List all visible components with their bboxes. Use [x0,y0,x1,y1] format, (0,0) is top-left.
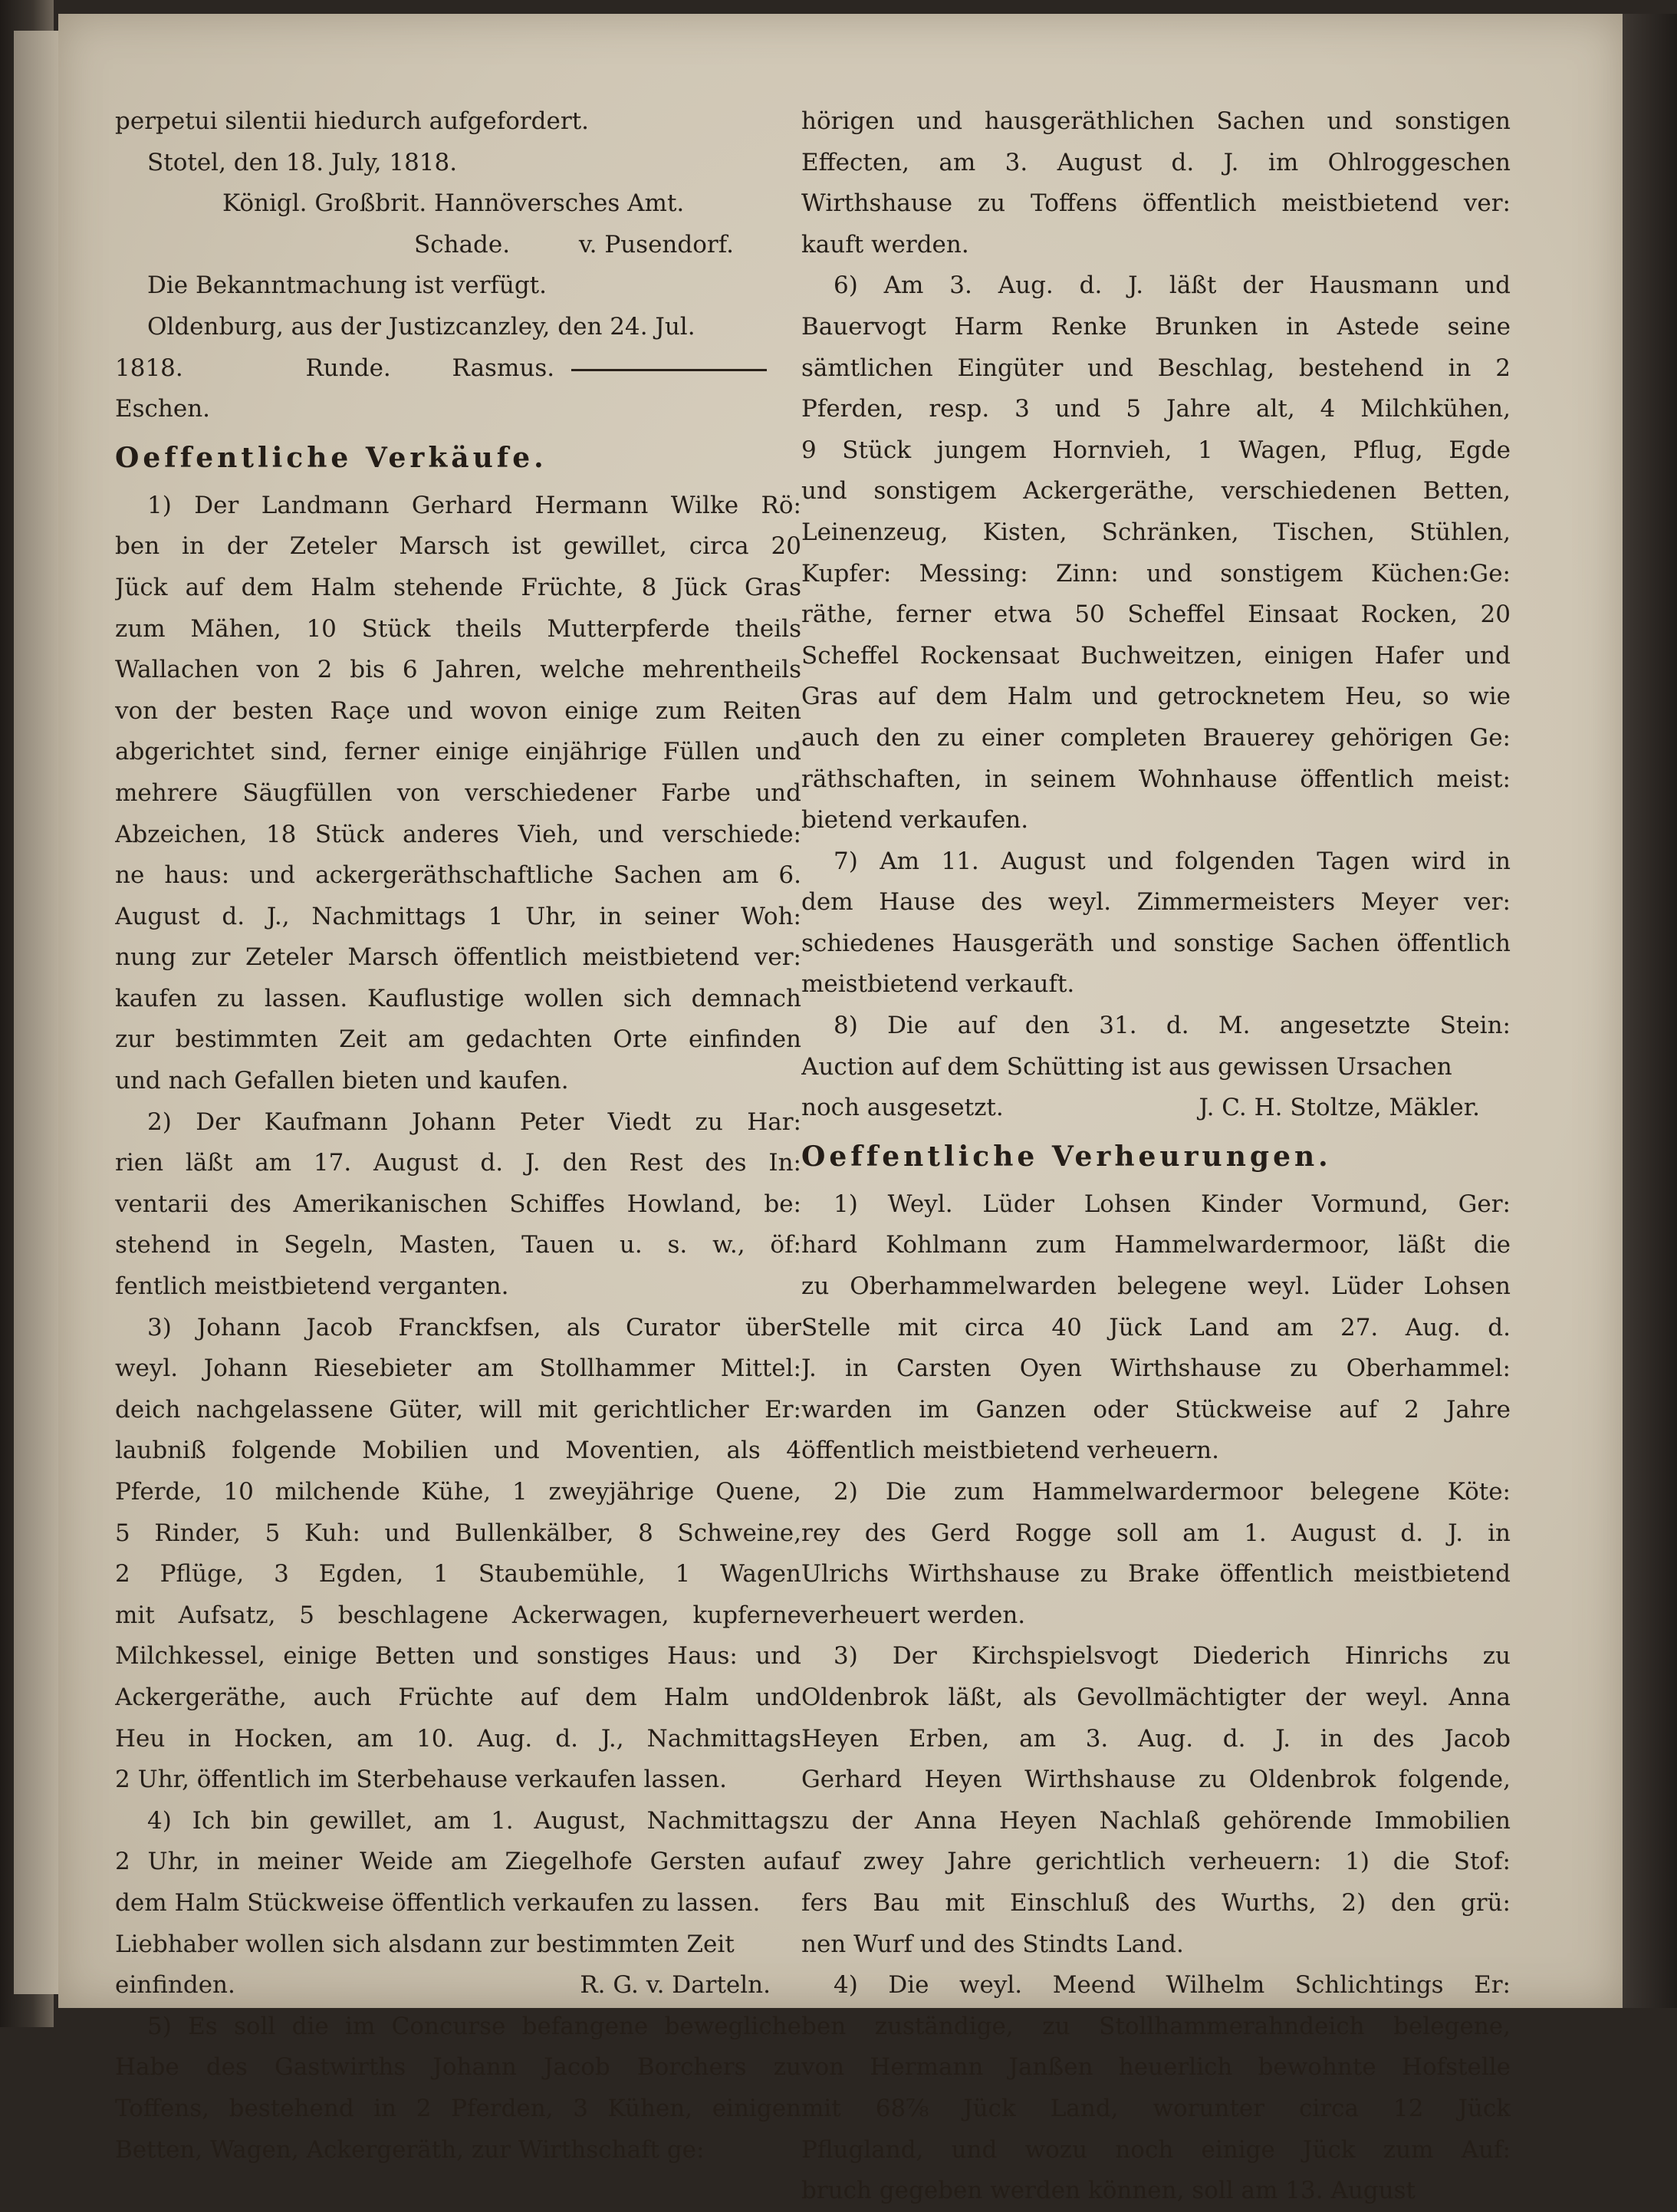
signatory-1: Schade. [414,230,511,258]
text-line: rey des Gerd Rogge soll am 1. August d. J. in [801,1519,1511,1547]
text-line: und nach Gefallen bieten und kaufen. [115,1067,569,1095]
text-line: nung zur Zeteler Marsch öffentlich meistbietend ver: [115,943,801,972]
divider-rule [571,369,767,371]
text-line: 2 Uhr, in meiner Weide am Ziegelhofe Gersten auf [115,1848,801,1876]
eschen-line: Eschen. [115,395,211,423]
text-line: Oldenbrok läßt, als Gevollmächtigter der weyl. Anna [801,1683,1511,1711]
text-line: 2) Der Kaufmann Johann Peter Viedt zu Har: [147,1108,801,1136]
text-line: zur bestimmten Zeit am gedachten Orte einfinden [115,1025,801,1054]
text-line: schiedenes Hausgeräth und sonstige Sachen öffentlich [801,929,1511,957]
place-date-line: Oldenburg, aus der Justizcanzley, den 24. Jul. [147,312,695,341]
text-line: stehend in Segeln, Masten, Tauen u. s. w., öf: [115,1231,801,1259]
year: 1818. [115,354,183,382]
text-line: Jück auf dem Halm stehende Früchte, 8 Jück Gras [115,573,801,601]
text-line: kaufen zu lassen. Kauflustige wollen sich demnach [115,984,801,1012]
text-line: von Hermann Janßen heuerlich bewohnte Hofstelle [801,2053,1511,2082]
text-line: Pferden, resp. 3 und 5 Jahre alt, 4 Milchkühen, [801,395,1511,423]
text-line: Wirthshause zu Toffens öffentlich meistbietend ver: [801,189,1511,218]
text-line: Milchkessel, einige Betten und sonstiges Haus: und [115,1642,801,1671]
name-runde: Runde. [305,354,391,382]
text-line: Heyen Erben, am 3. Aug. d. J. in des Jacob [801,1724,1511,1753]
text-line: Gras auf dem Halm und getrocknetem Heu, so wie [801,683,1511,711]
signatory-2: v. Pusendorf. [578,230,734,258]
approval-line: Die Bekanntmachung ist verfügt. [147,272,547,300]
text-line: mehrere Säugfüllen von verschiedener Farbe und [115,778,801,807]
text-line: ne haus: und ackergeräthschaftliche Sachen am 6. [115,861,801,890]
text-line: weyl. Johann Riesebieter am Stollhammer Mittel: [115,1355,801,1383]
auction-last-line [801,1088,1511,1129]
auction-last: noch ausgesetzt. [801,1094,1004,1122]
right-column [801,101,1511,2212]
text-line: Wallachen von 2 bis 6 Jahren, welche mehrentheils [115,656,801,684]
section-heading-sales: Oeffentliche Verkäufe. [115,441,547,474]
text-line: Betten, Wagen, Ackergeräth, zur Wirthschaft ge: [115,2135,705,2164]
text-line: 1) Der Landmann Gerhard Hermann Wilke Rö: [147,491,801,519]
text-line: Stotel, den 18. July, 1818. [147,148,458,176]
text-line: deich nachgelassene Güter, will mit gerichtlicher Er: [115,1395,801,1424]
text-line: räthschaften, in seinem Wohnhause öffentlich meist: [801,765,1511,793]
text-line: zu der Anna Heyen Nachlaß gehörende Immobilien [801,1806,1511,1835]
text-line: Stelle mit circa 40 Jück Land am 27. Aug. d. [801,1313,1511,1341]
text-line: dem Hause des weyl. Zimmermeisters Meyer ver: [801,888,1511,917]
text-line: 5) Es soll die im Concurse befangene bewegliche [147,2012,801,2040]
text-line: 4) Die weyl. Meend Wilhelm Schlichtings Er: [834,1971,1511,2000]
text-line: räthe, ferner etwa 50 Scheffel Einsaat Rocken, 20 [801,601,1511,629]
text-line: 4) Ich bin gewillet, am 1. August, Nachmittags [147,1806,801,1835]
right-page-edge [1623,14,1677,2008]
text-line: mit 68⅞ Jück Land, worunter circa 12 Jück [801,2094,1511,2122]
text-line: dem Halm Stückweise öffentlich verkaufen zu lassen. [115,1888,761,1917]
text-line: fers Bau mit Einschluß des Wurths, 2) den grü: [801,1888,1511,1917]
text-line: ben zuständige, zu Stollhammerahndeich belegene, [801,2012,1511,2040]
text-line: 3) Der Kirchspielsvogt Diederich Hinrichs zu [834,1642,1511,1671]
text-line: auf zwey Jahre gerichtlich verheuern: 1) die Stof: [801,1848,1511,1876]
text-line: auch den zu einer completen Brauerey gehörigen Ge: [801,723,1511,752]
einfinden-line [115,1965,801,2006]
text-line: Ulrichs Wirthshause zu Brake öffentlich meistbietend [801,1560,1511,1588]
text-line: Gerhard Heyen Wirthshause zu Oldenbrok folgende, [801,1766,1511,1794]
text-line: Heu in Hocken, am 10. Aug. d. J., Nachmittags [115,1724,801,1753]
text-line: mit Aufsatz, 5 beschlagene Ackerwagen, kupferne [115,1601,801,1629]
text-line: 1) Weyl. Lüder Lohsen Kinder Vormund, Ger: [834,1190,1511,1218]
text-line: Bauervogt Harm Renke Brunken in Astede seine [801,312,1511,341]
text-line: Liebhaber wollen sich alsdann zur bestimmten Zeit [115,1930,735,1958]
text-line: ventarii des Amerikanischen Schiffes Howland, be: [115,1190,801,1218]
text-line: 5 Rinder, 5 Kuh: und Bullenkälber, 8 Schweine, [115,1519,801,1547]
text-line: fentlich meistbietend verganten. [115,1272,509,1301]
text-line: Toffens, bestehend in 2 Pferden, 3 Kühen, einigen [115,2094,801,2122]
section-heading-rentals: Oeffentliche Verheurungen. [801,1140,1332,1173]
text-line: Effecten, am 3. August d. J. im Ohlroggeschen [801,148,1511,176]
text-line: 3) Johann Jacob Franckfsen, als Curator über [147,1313,801,1341]
text-line: von der besten Raçe und wovon einige zum Reiten [115,696,801,725]
text-line: Ackergeräthe, auch Früchte auf dem Halm und [115,1683,801,1711]
text-line: laubniß folgende Mobilien und Moventien, als 4 [115,1437,801,1465]
text-line: abgerichtet sind, ferner einige einjährige Füllen und [115,738,801,766]
text-line: 8) Die auf den 31. d. M. angesetzte Stein: [834,1012,1511,1040]
text-line: 2) Die zum Hammelwardermoor belegene Köte: [834,1478,1511,1506]
text-line: kauft werden. [801,230,969,258]
text-line: 2 Uhr, öffentlich im Sterbehause verkaufen lassen. [115,1766,727,1794]
einfinden: einfinden. [115,1971,235,2000]
text-line: hard Kohlmann zum Hammelwardermoor, läßt die [801,1231,1511,1259]
text-line: sämtlichen Eingüter und Beschlag, bestehend in 2 [801,354,1511,382]
left-page-edge [14,31,61,1994]
left-column [115,101,801,2171]
text-line: 9 Stück jungem Hornvieh, 1 Wagen, Pflug, Egde [801,436,1511,464]
text-line: August d. J., Nachmittags 1 Uhr, in seiner Woh: [115,902,801,930]
signatories [115,225,801,266]
text-line: perpetui silentii hiedurch aufgefordert. [115,107,590,135]
signer-darteln: R. G. v. Darteln. [580,1971,771,2000]
text-line: Pferde, 10 milchende Kühe, 1 zweyjährige Quene, [115,1478,801,1506]
text-line: Pflugland, und wozu noch einige Jück zum Auf: [801,2135,1511,2164]
makler-signature: J. C. H. Stoltze, Mäkler. [1199,1094,1480,1122]
text-line: zu Oberhammelwarden belegene weyl. Lüder Lohsen [801,1272,1511,1301]
text-line: hörigen und hausgeräthlichen Sachen und sonstigen [801,107,1511,135]
text-line: Scheffel Rockensaat Buchweitzen, einigen Hafer und [801,641,1511,670]
text-line: Kupfer: Messing: Zinn: und sonstigem Küchen:Ge: [801,559,1511,588]
text-line: 7) Am 11. August und folgenden Tagen wird in [834,847,1511,875]
text-line: rien läßt am 17. August d. J. den Rest des In: [115,1149,801,1177]
text-line: meistbietend verkauft. [801,970,1075,999]
text-line: Abzeichen, 18 Stück anderes Vieh, und verschiede: [115,820,801,848]
authority-line: Königl. Großbrit. Hannöversches Amt. [222,189,685,218]
text-line: bruch gegeben werden können, soll am 13. August [801,2177,1416,2205]
text-line: warden im Ganzen oder Stückweise auf 2 Jahre [801,1395,1511,1424]
text-line: Habe des Gastwirths Johann Jacob Borchers zu [115,2053,801,2082]
text-line: Auction auf dem Schütting ist aus gewissen Ursachen [801,1052,1452,1081]
text-line: verheuert werden. [801,1601,1026,1629]
text-line: 6) Am 3. Aug. d. J. läßt der Hausmann und [834,272,1511,300]
text-line: 2 Pflüge, 3 Egden, 1 Staubemühle, 1 Wagen [115,1560,801,1588]
text-line: nen Wurf und des Stindts Land. [801,1930,1184,1958]
text-line: J. in Carsten Oyen Wirthshause zu Oberhammel: [801,1355,1511,1383]
name-rasmus: Rasmus. [452,354,555,382]
text-line: zum Mähen, 10 Stück theils Mutterpferde theils [115,614,801,643]
text-line: Leinenzeug, Kisten, Schränken, Tischen, Stühlen, [801,518,1511,546]
text-line: und sonstigem Ackergeräthe, verschiedenen Betten, [801,477,1511,505]
text-line: ben in der Zeteler Marsch ist gewillet, circa 20 [115,532,801,561]
text-line: bietend verkaufen. [801,806,1029,834]
text-line: öffentlich meistbietend verheuern. [801,1437,1219,1465]
